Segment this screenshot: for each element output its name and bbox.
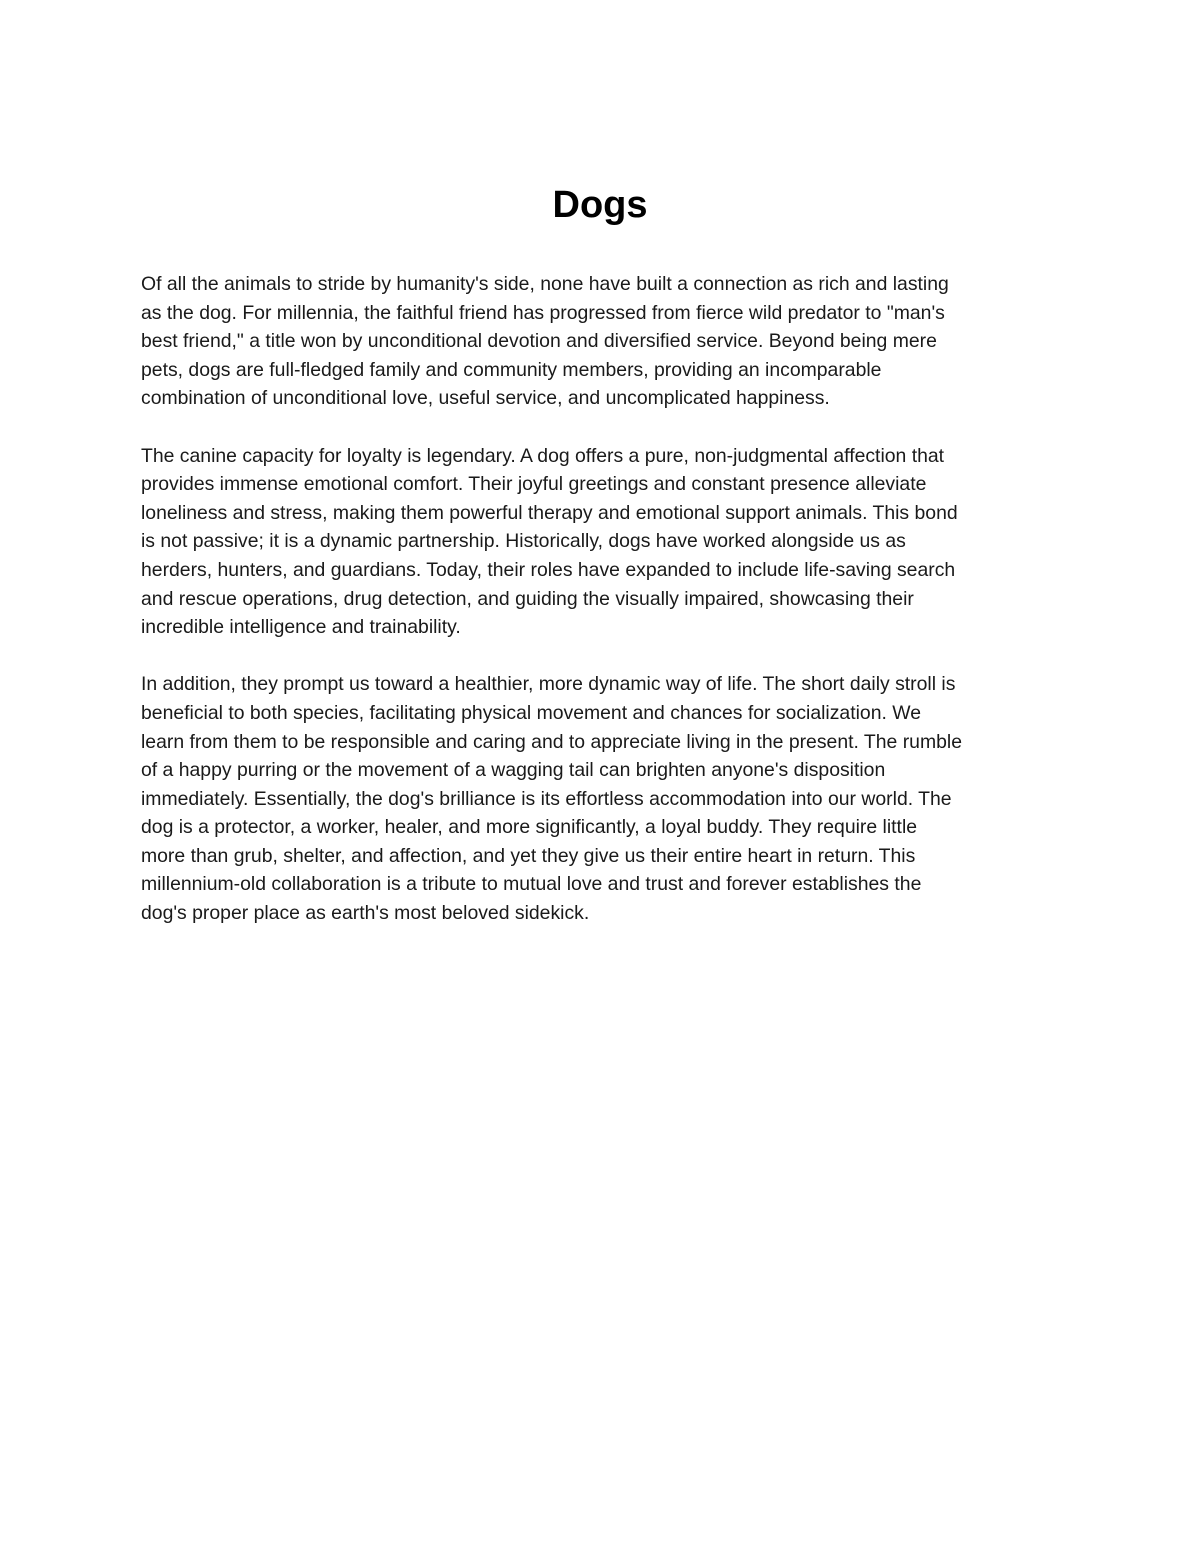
text-line: incredible intelligence and trainability. [141,616,461,639]
text-line: learn from them to be responsible and caring and to appreciate living in the present. The rumble [141,730,962,753]
text-line: and rescue operations, drug detection, and guiding the visually impaired, showcasing their [141,587,914,610]
text-line: more than grub, shelter, and affection, and yet they give us their entire heart in return. This [141,844,916,867]
text-line: is not passive; it is a dynamic partnership. Historically, dogs have worked alongside us as [141,530,906,553]
document-title: Dogs [552,184,648,226]
text-line: herders, hunters, and guardians. Today, their roles have expanded to include life-saving search [141,558,956,581]
text-line: of a happy purring or the movement of a wagging tail can brighten anyone's disposition [141,759,886,782]
paragraph-3 [141,670,1056,927]
text-line: dog is a protector, a worker, healer, and more significantly, a loyal buddy. They require little [141,816,918,839]
text-line: In addition, they prompt us toward a healthier, more dynamic way of life. The short daily stroll is [141,673,956,696]
text-line: loneliness and stress, making them powerful therapy and emotional support animals. This bond [141,501,958,524]
text-line: pets, dogs are full-fledged family and community members, providing an incomparable [141,358,882,381]
paragraph-2 [141,442,1056,642]
text-line: beneficial to both species, facilitating physical movement and chances for socialization. We [141,701,921,724]
text-line: combination of unconditional love, useful service, and uncomplicated happiness. [141,387,830,410]
text-line: Of all the animals to stride by humanity's side, none have built a connection as rich and lasting [141,273,949,295]
paragraph-1 [141,270,1056,413]
document-body [141,270,1056,956]
text-line: provides immense emotional comfort. Their joyful greetings and constant presence alleviate [141,473,927,496]
text-line: as the dog. For millennia, the faithful friend has progressed from fierce wild predator to "man's [141,301,945,324]
text-line: best friend," a title won by unconditional devotion and diversified service. Beyond being mere [141,330,937,353]
text-line: immediately. Essentially, the dog's brilliance is its effortless accommodation into our world. The [141,787,952,810]
text-line: The canine capacity for loyalty is legendary. A dog offers a pure, non-judgmental affection that [141,444,945,467]
text-line: millennium-old collaboration is a tribute to mutual love and trust and forever establishes the [141,873,922,896]
text-line: dog's proper place as earth's most beloved sidekick. [141,902,590,925]
